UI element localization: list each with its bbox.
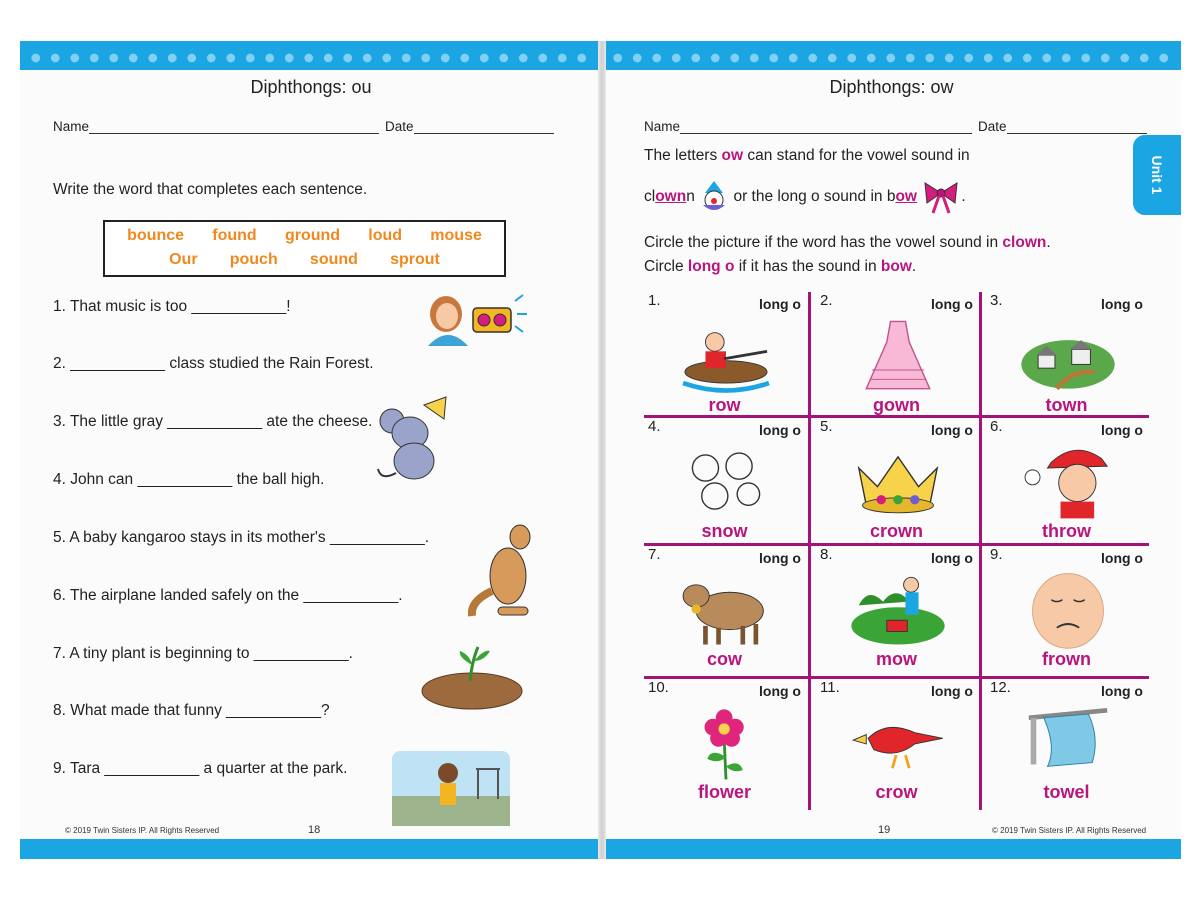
item-word: cow bbox=[706, 649, 742, 669]
bottom-band bbox=[20, 839, 602, 859]
word-bank-word: found bbox=[212, 227, 257, 244]
frown-picture-icon[interactable] bbox=[1016, 568, 1120, 652]
sentence-item[interactable]: 7. A tiny plant is beginning to ___________. bbox=[53, 645, 353, 662]
picture-grid bbox=[624, 292, 1148, 810]
word-bank-word: ground bbox=[284, 227, 341, 244]
word-bank-word: sound bbox=[309, 251, 358, 268]
sentence-item[interactable]: 2. ___________ class studied the Rain Forest. bbox=[53, 355, 374, 372]
sprouting-plant-icon bbox=[418, 641, 526, 713]
circle-instructions-2: Circle long o if it has the sound in bow. bbox=[644, 258, 917, 275]
word-bank-word: mouse bbox=[430, 227, 482, 244]
item-number: 1. bbox=[648, 292, 661, 309]
name-label: Name bbox=[53, 119, 90, 134]
grid-cell-gown[interactable] bbox=[814, 292, 979, 420]
unit-tab: Unit 1 bbox=[1133, 135, 1181, 215]
sentence-item[interactable]: 9. Tara ___________ a quarter at the park. bbox=[53, 760, 348, 777]
grid-cell-crow[interactable] bbox=[814, 679, 979, 807]
long-o-option[interactable]: long o bbox=[759, 683, 801, 699]
item-number: 5. bbox=[820, 418, 833, 435]
item-number: 8. bbox=[820, 546, 833, 563]
grid-cell-cow[interactable] bbox=[642, 546, 807, 674]
item-number: 9. bbox=[990, 546, 1003, 563]
date-line[interactable] bbox=[1007, 120, 1147, 134]
long-o-option[interactable]: long o bbox=[931, 296, 973, 312]
sentence-item[interactable]: 8. What made that funny ___________? bbox=[53, 702, 330, 719]
sentence-item[interactable]: 1. That music is too ___________! bbox=[53, 298, 291, 315]
grid-cell-frown[interactable] bbox=[984, 546, 1149, 674]
name-date-row bbox=[644, 119, 1147, 134]
towel-picture-icon[interactable] bbox=[1016, 701, 1120, 785]
date-label: Date bbox=[385, 119, 414, 134]
grid-cell-towel[interactable] bbox=[984, 679, 1149, 807]
item-word: frown bbox=[1042, 649, 1091, 669]
mouse-with-cheese-icon bbox=[376, 393, 448, 483]
bow-ribbon-icon bbox=[921, 179, 961, 215]
copyright: © 2019 Twin Sisters IP. All Rights Reserved bbox=[992, 826, 1147, 835]
top-band bbox=[602, 41, 1181, 70]
left-page bbox=[20, 41, 602, 859]
date-line[interactable] bbox=[414, 120, 554, 134]
sentence-item[interactable]: 5. A baby kangaroo stays in its mother's ___________. bbox=[53, 529, 430, 546]
intro-line-2: clownn or the long o sound in bow . bbox=[644, 179, 966, 215]
instructions: Write the word that completes each sentence. bbox=[53, 181, 368, 198]
word-bank-word: bounce bbox=[127, 227, 185, 244]
item-word: crown bbox=[869, 521, 923, 541]
item-word: towel bbox=[1043, 782, 1090, 802]
word-bank-word: loud bbox=[368, 227, 403, 244]
name-date-row bbox=[53, 119, 554, 134]
sentence-item[interactable]: 4. John can ___________ the ball high. bbox=[53, 471, 325, 488]
page-number: 18 bbox=[308, 824, 321, 836]
sentence-item[interactable]: 3. The little gray ___________ ate the cheese. bbox=[53, 413, 373, 430]
cow-picture-icon[interactable] bbox=[674, 568, 778, 652]
item-word: flower bbox=[697, 782, 751, 802]
item-number: 6. bbox=[990, 418, 1003, 435]
throw-picture-icon[interactable] bbox=[1016, 440, 1120, 524]
sentence-item[interactable]: 6. The airplane landed safely on the ___________. bbox=[53, 587, 403, 604]
circle-instructions-1: Circle the picture if the word has the vowel sound in clown. bbox=[644, 234, 1051, 251]
item-number: 10. bbox=[648, 679, 669, 696]
item-word: row bbox=[708, 395, 741, 415]
long-o-option[interactable]: long o bbox=[931, 683, 973, 699]
grid-cell-throw[interactable] bbox=[984, 418, 1149, 546]
town-picture-icon[interactable] bbox=[1016, 314, 1120, 398]
long-o-option[interactable]: long o bbox=[1101, 422, 1143, 438]
crown-picture-icon[interactable] bbox=[846, 440, 950, 524]
item-word: gown bbox=[873, 395, 920, 415]
long-o-option[interactable]: long o bbox=[759, 296, 801, 312]
name-line[interactable] bbox=[680, 120, 972, 134]
item-word: town bbox=[1045, 395, 1088, 415]
item-number: 11. bbox=[820, 679, 840, 696]
word-bank-word: pouch bbox=[229, 251, 278, 268]
long-o-option[interactable]: long o bbox=[759, 550, 801, 566]
item-number: 2. bbox=[820, 292, 833, 309]
grid-divider bbox=[979, 292, 982, 810]
item-number: 12. bbox=[990, 679, 1011, 696]
grid-cell-crown[interactable] bbox=[814, 418, 979, 546]
long-o-option[interactable]: long o bbox=[1101, 683, 1143, 699]
long-o-option[interactable]: long o bbox=[1101, 296, 1143, 312]
kangaroo-icon bbox=[468, 521, 538, 621]
word-bank bbox=[103, 220, 506, 277]
snow-picture-icon[interactable] bbox=[674, 440, 778, 524]
page-title: Diphthongs: ow bbox=[829, 77, 954, 97]
long-o-option[interactable]: long o bbox=[931, 422, 973, 438]
item-word: throw bbox=[1042, 521, 1091, 541]
long-o-option[interactable]: long o bbox=[759, 422, 801, 438]
item-number: 3. bbox=[990, 292, 1003, 309]
girl-covering-ears-icon bbox=[418, 286, 530, 346]
name-label: Name bbox=[644, 119, 681, 134]
item-word: mow bbox=[875, 649, 917, 669]
gown-picture-icon[interactable] bbox=[846, 314, 950, 398]
crow-picture-icon[interactable] bbox=[846, 701, 950, 785]
row-picture-icon[interactable] bbox=[674, 314, 778, 398]
top-band bbox=[20, 41, 602, 70]
grid-cell-row[interactable] bbox=[642, 292, 807, 420]
long-o-option[interactable]: long o bbox=[931, 550, 973, 566]
intro-line-1: The letters ow can stand for the vowel sound in bbox=[644, 147, 970, 164]
item-word: crow bbox=[875, 782, 918, 802]
long-o-option[interactable]: long o bbox=[1101, 550, 1143, 566]
item-word: snow bbox=[701, 521, 748, 541]
flower-picture-icon[interactable] bbox=[674, 701, 778, 785]
bottom-band bbox=[602, 839, 1181, 859]
page-title: Diphthongs: ou bbox=[250, 77, 372, 97]
item-number: 7. bbox=[648, 546, 661, 563]
copyright: © 2019 Twin Sisters IP. All Rights Reserved bbox=[65, 826, 220, 835]
page-number: 19 bbox=[878, 824, 891, 836]
item-number: 4. bbox=[648, 418, 661, 435]
grid-cell-flower[interactable] bbox=[642, 679, 807, 807]
word-bank-word: sprout bbox=[390, 251, 440, 268]
grid-divider bbox=[808, 292, 811, 810]
book-spine bbox=[598, 41, 606, 859]
girl-at-park-icon bbox=[392, 751, 510, 826]
grid-cell-town[interactable] bbox=[984, 292, 1149, 420]
mow-picture-icon[interactable] bbox=[846, 568, 950, 652]
clown-icon bbox=[699, 181, 729, 213]
date-label: Date bbox=[978, 119, 1007, 134]
grid-cell-mow[interactable] bbox=[814, 546, 979, 674]
grid-cell-snow[interactable] bbox=[642, 418, 807, 546]
word-bank-word: Our bbox=[169, 251, 198, 268]
name-line[interactable] bbox=[89, 120, 379, 134]
